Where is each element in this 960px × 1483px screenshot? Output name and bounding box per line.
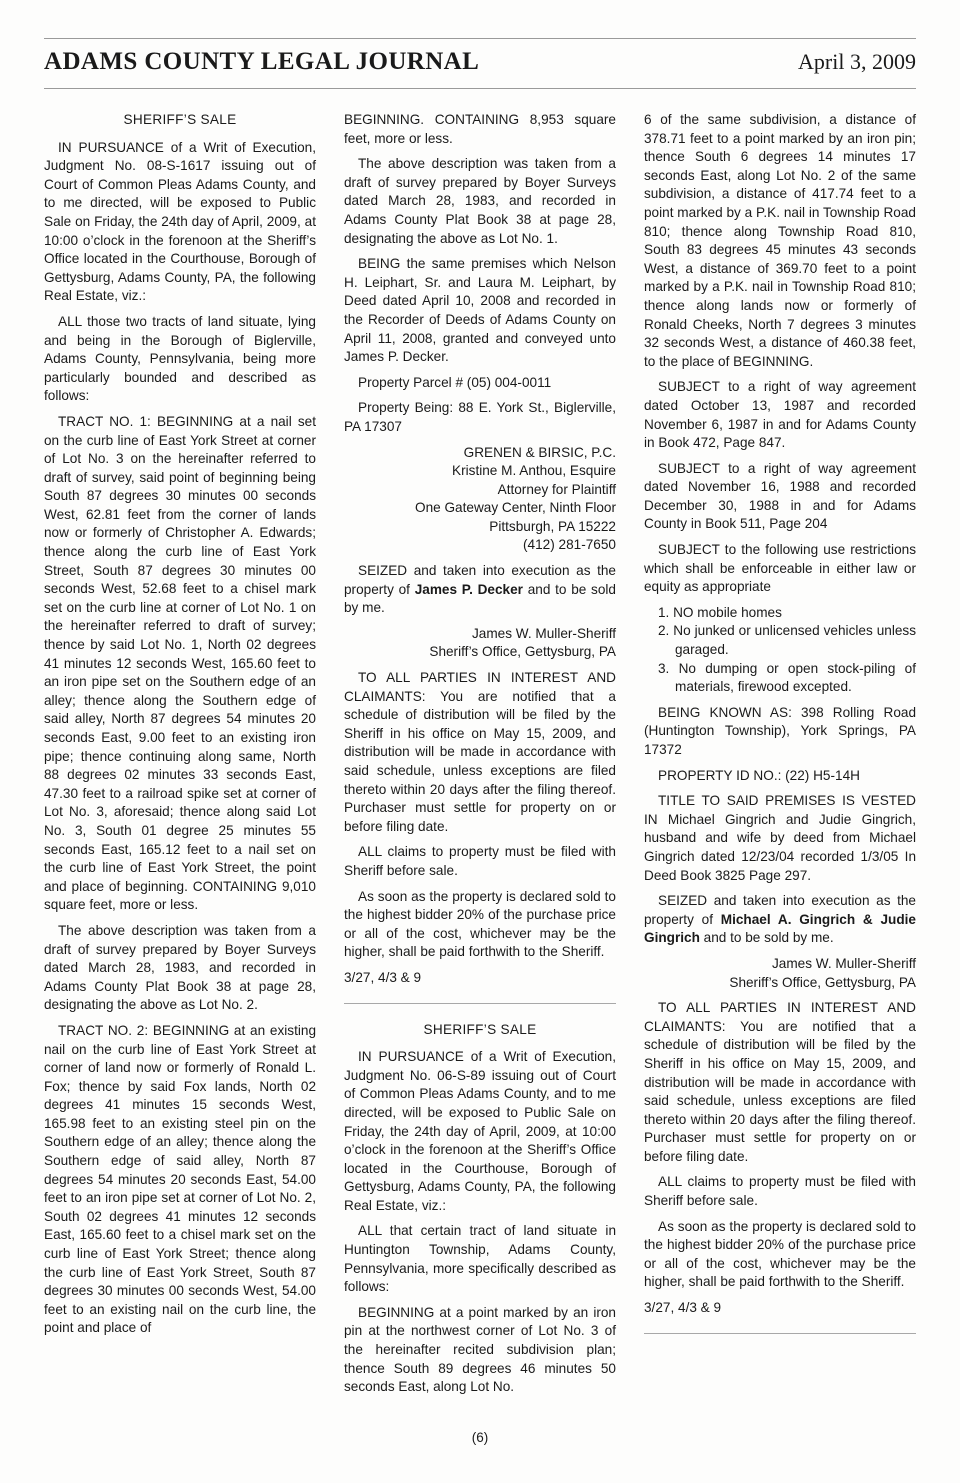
subject-right-of-way-1 bbox=[644, 378, 916, 452]
publication-dates-1 bbox=[344, 969, 616, 988]
subject-use-restrictions bbox=[644, 541, 916, 597]
property-id bbox=[644, 767, 916, 786]
text-run: IN PURSUANCE of a Writ of Execution, Judgment No. 08-S-1617 issuing out of Court of Common Pleas Adams County, and to me directed, will be exposed to Public Sale on Friday, the 24th day of April, 2009, at 10:00 o’clock in the forenoon at the Sheriff’s Office located in the Courthouse, Borough of Gettysburg, Adams County, PA, the following Real Estate, viz.: bbox=[44, 139, 316, 304]
claims-notice-2 bbox=[644, 1173, 916, 1210]
text-run: 3/27, 4/3 & 9 bbox=[344, 969, 422, 985]
attorney-block bbox=[344, 444, 616, 556]
pursuance-paragraph-1 bbox=[44, 139, 316, 306]
list-item: 1. NO mobile homes bbox=[658, 604, 782, 620]
text-run: TITLE TO SAID PREMISES IS VESTED IN Michael Gingrich and Judie Gingrich, husband and wife by deed from Michael Gingrich dated 12/23/04 recorded 1/3/05 In Deed Book 3825 Page 297. bbox=[644, 793, 916, 883]
right-line: James W. Muller-Sheriff bbox=[771, 955, 916, 971]
text-run: SUBJECT to a right of way agreement dated October 13, 1987 and recorded November 6, 1987 in and for Adams County in Book 472, Page 847. bbox=[644, 379, 916, 451]
text-run: TRACT NO. 2: BEGINNING at an existing nail on the curb line of East York Street at corner of land now or formerly of Ronald L. Fox; thence by said Fox lands, North 02 degrees 41 minutes 15 seconds West, 165.98 feet to an existing steel pin on the Southern edge of an alley; thence along the Southern edge of said alley, North 87 degrees 54 minutes 20 seconds East, 54.00 feet to an iron pipe set at corner of Lot No. 2, South 02 degrees 41 minutes 12 seconds East, 165.60 feet to a chisel mark set on the curb line of East York Street; thence along the curb line of East York Street, South 87 degrees 30 minutes 00 seconds West, 54.00 feet to an existing nail on the curb line, the point and place of bbox=[44, 1022, 316, 1336]
title-vested-paragraph bbox=[644, 792, 916, 885]
right-line: Sheriff’s Office, Gettysburg, PA bbox=[429, 644, 616, 660]
seized-paragraph-1 bbox=[344, 562, 616, 618]
column-2 bbox=[344, 111, 616, 1404]
text-run: SUBJECT to the following use restrictions which shall be enforceable in either law or equity as appropriate bbox=[644, 542, 916, 595]
text-run: The above description was taken from a draft of survey prepared by Boyer Surveys dated March 28, 1983, and recorded in Adams County Plat Book 38 at page 28, designating the above as Lot No. 2. bbox=[44, 922, 316, 1013]
text-run: As soon as the property is declared sold to the highest bidder 20% of the purchase price or all of the cost, whichever may be the higher, shall be paid forthwith to the Sheriff. bbox=[344, 888, 616, 960]
property-address bbox=[344, 399, 616, 436]
text-run: ALL that certain tract of land situate in Huntington Township, Adams County, Pennsylvania, more specifically described as follows: bbox=[344, 1223, 616, 1295]
tracts-intro-paragraph bbox=[44, 313, 316, 406]
text-run: SUBJECT to a right of way agreement dated November 16, 1988 and recorded December 30, 1988 in and for Adams County in Book 511, Page 204 bbox=[644, 460, 916, 532]
page-number: (6) bbox=[471, 1430, 489, 1445]
being-known-as bbox=[644, 704, 916, 760]
text-run: Property Parcel # (05) 004-0011 bbox=[358, 374, 552, 390]
sheriffs-sale-heading-2: SHERIFF’S SALE bbox=[423, 1021, 537, 1037]
tract-2-continuation bbox=[344, 111, 616, 148]
text-run: TRACT NO. 1: BEGINNING at a nail set on the curb line of East York Street at corner of Lot No. 3 on the hereinafter referred to draft of survey, said point of beginning being South 87 degrees 30 minutes 00 seconds West, 62.81 feet from the corner of lands now or formerly of Christopher A. Edwards; thence along the curb line of East York Street, South 87 degrees 30 minutes 00 seconds West, 52.68 feet to a chisel mark set on the curb line at corner of Lot No. 1 on the hereinafter referred to draft of survey; thence by said Lot No. 1, North 02 degrees 41 minutes 12 seconds West, 165.60 feet to an iron pipe set on the Southern edge of an alley; thence along the Southern edge of said alley, North 87 degrees 54 minutes 20 seconds East, 9.00 feet to an existing iron pipe; thence continuing along same, North 88 degrees 02 minutes 33 seconds East, 47.30 feet to a railroad spike set at corner of Lot No. 3, aforesaid; thence along said Lot No. 3, South 01 degree 25 minutes 55 seconds East, 165.12 feet to a nail set on the curb line of East York Street, the point and place of beginning. CONTAINING 9,010 square feet, more or less. bbox=[44, 413, 316, 913]
bold-text: Michael A. Gingrich & Judie Gingrich bbox=[644, 911, 916, 946]
right-line: GRENEN & BIRSIC, P.C. bbox=[463, 444, 616, 460]
column-1 bbox=[44, 111, 316, 1404]
page-footer bbox=[0, 1430, 960, 1445]
right-line: (412) 281-7650 bbox=[523, 537, 616, 553]
text-run: ALL claims to property must be filed with Sheriff before sale. bbox=[644, 1174, 916, 1209]
right-line: Pittsburgh, PA 15222 bbox=[489, 518, 616, 534]
tract-2-description bbox=[44, 1022, 316, 1338]
list-item: 3. No dumping or open stock-piling of materials, firewood excepted. bbox=[658, 660, 916, 695]
text-run: As soon as the property is declared sold to the highest bidder 20% of the purchase price or all of the cost, whichever may be the higher, shall be paid forthwith to the Sheriff. bbox=[644, 1218, 916, 1290]
subject-right-of-way-2 bbox=[644, 460, 916, 534]
sheriff-signature-2 bbox=[644, 955, 916, 992]
text-run: 6 of the same subdivision, a distance of 378.71 feet to a point marked by an iron pin; thence South 6 degrees 14 minutes 17 seconds East, along Lot No. 2 of the same subdivision, a distance of 417.74 feet to a point marked by a P.K. nail in Township Road 810; thence along Township Road 810, South 83 degrees 45 minutes 43 seconds West, a distance of 369.70 feet to a point marked by a P.K. nail in Township Road 810; thence along lands now or formerly of Ronald Cheeks, North 7 degrees 3 minutes 32 seconds West, a distance of 460.38 feet, to the place of BEGINNING. bbox=[644, 112, 916, 369]
text-run: BEGINNING at a point marked by an iron pin at the northwest corner of Lot No. 3 of the hereinafter recited subdivision plan; thence South 89 degrees 46 minutes 50 seconds East, along Lot No. bbox=[344, 1304, 616, 1395]
use-restrictions-list bbox=[644, 604, 916, 697]
claimants-notice-1 bbox=[344, 669, 616, 836]
text-run: IN PURSUANCE of a Writ of Execution, Judgment No. 06-S-89 issuing out of Court of Common Pleas Adams County, and to me directed, will be exposed to Public Sale on Friday, the 24th day of April, 2009, at 10:00 o’clock in the forenoon at the Sheriff’s Office located in the Courthouse, Borough of Gettysburg, Adams County, PA, the following Real Estate, viz.: bbox=[344, 1049, 616, 1213]
journal-date: April 3, 2009 bbox=[798, 49, 916, 74]
sheriffs-sale-heading-1: SHERIFF’S SALE bbox=[123, 112, 237, 127]
text-columns bbox=[0, 89, 960, 1404]
right-line: Attorney for Plaintiff bbox=[497, 481, 616, 497]
text-run: SEIZED and taken into execution as the property of bbox=[644, 893, 916, 927]
right-line: Kristine M. Anthou, Esquire bbox=[452, 463, 616, 479]
huntington-beginning-paragraph bbox=[344, 1304, 616, 1397]
text-run: PROPERTY ID NO.: (22) H5-14H bbox=[658, 767, 860, 783]
sheriff-signature-1 bbox=[344, 625, 616, 662]
tract-1-description bbox=[44, 413, 316, 915]
seized-paragraph-2 bbox=[644, 892, 916, 948]
text-run: Property Being: 88 E. York St., Biglerville, PA 17307 bbox=[344, 400, 616, 434]
tract-intro-paragraph-2 bbox=[344, 1222, 616, 1296]
text-run: TO ALL PARTIES IN INTEREST AND CLAIMANTS: You are notified that a schedule of distribution will be filed by the Sheriff in his office on May 15, 2009, and distribution will be made in accordance with said schedule, unless exceptions are filed thereto within 20 days after the filing thereof. Purchaser must settle for property on or before filing date. bbox=[344, 670, 616, 834]
notice-separator-1 bbox=[344, 1003, 616, 1004]
payment-notice-1 bbox=[344, 888, 616, 962]
tract-1-survey-reference bbox=[44, 922, 316, 1015]
text-run: BEGINNING. CONTAINING 8,953 square feet, more or less. bbox=[344, 112, 616, 146]
text-run: and to be sold by me. bbox=[699, 930, 834, 946]
being-premises-paragraph bbox=[344, 255, 616, 367]
column-3 bbox=[644, 111, 916, 1404]
right-line: Sheriff’s Office, Gettysburg, PA bbox=[729, 974, 916, 990]
tract-2-survey-reference bbox=[344, 155, 616, 248]
text-run: 3/27, 4/3 & 9 bbox=[644, 1300, 722, 1316]
journal-header bbox=[0, 0, 960, 89]
huntington-description-continuation bbox=[644, 111, 916, 371]
text-run: BEING KNOWN AS: 398 Rolling Road (Huntington Township), York Springs, PA 17372 bbox=[644, 704, 916, 757]
text-run: The above description was taken from a draft of survey prepared by Boyer Surveys dated March 28, 1983, and recorded in Adams County Plat Book 38 at page 28, designating the above as Lot No. 1. bbox=[344, 156, 616, 246]
text-run: ALL claims to property must be filed with Sheriff before sale. bbox=[344, 844, 616, 878]
header-row bbox=[44, 39, 916, 88]
text-run: and to be sold by me. bbox=[344, 581, 616, 616]
payment-notice-2 bbox=[644, 1218, 916, 1292]
notice-separator-2 bbox=[644, 1333, 916, 1334]
claims-notice-1 bbox=[344, 843, 616, 880]
right-line: One Gateway Center, Ninth Floor bbox=[415, 500, 616, 516]
claimants-notice-2 bbox=[644, 999, 916, 1166]
text-run: BEING the same premises which Nelson H. Leiphart, Sr. and Laura M. Leiphart, by Deed dated April 10, 2008 and recorded in the Recorder of Deeds of Adams County on April 11, 2008, granted and conveyed unto James P. Decker. bbox=[344, 256, 616, 365]
publication-dates-2 bbox=[644, 1299, 916, 1318]
property-parcel bbox=[344, 374, 616, 393]
text-run: ALL those two tracts of land situate, lying and being in the Borough of Biglerville, Adams County, Pennsylvania, being more particularly bounded and described as follows: bbox=[44, 313, 316, 404]
list-item: 2. No junked or unlicensed vehicles unless garaged. bbox=[658, 623, 916, 658]
bold-text: James P. Decker bbox=[414, 581, 523, 597]
text-run: TO ALL PARTIES IN INTEREST AND CLAIMANTS: You are notified that a schedule of distribution will be filed by the Sheriff in his office on May 15, 2009, and distribution will be made in accordance with said schedule, unless exceptions are filed thereto within 20 days after the filing thereof. Purchaser must settle for property on or before filing date. bbox=[644, 1000, 916, 1164]
journal-title: ADAMS COUNTY LEGAL JOURNAL bbox=[44, 48, 480, 75]
text-run: SEIZED and taken into execution as the property of bbox=[344, 563, 616, 597]
right-line: James W. Muller-Sheriff bbox=[471, 625, 616, 641]
pursuance-paragraph-2 bbox=[344, 1048, 616, 1215]
